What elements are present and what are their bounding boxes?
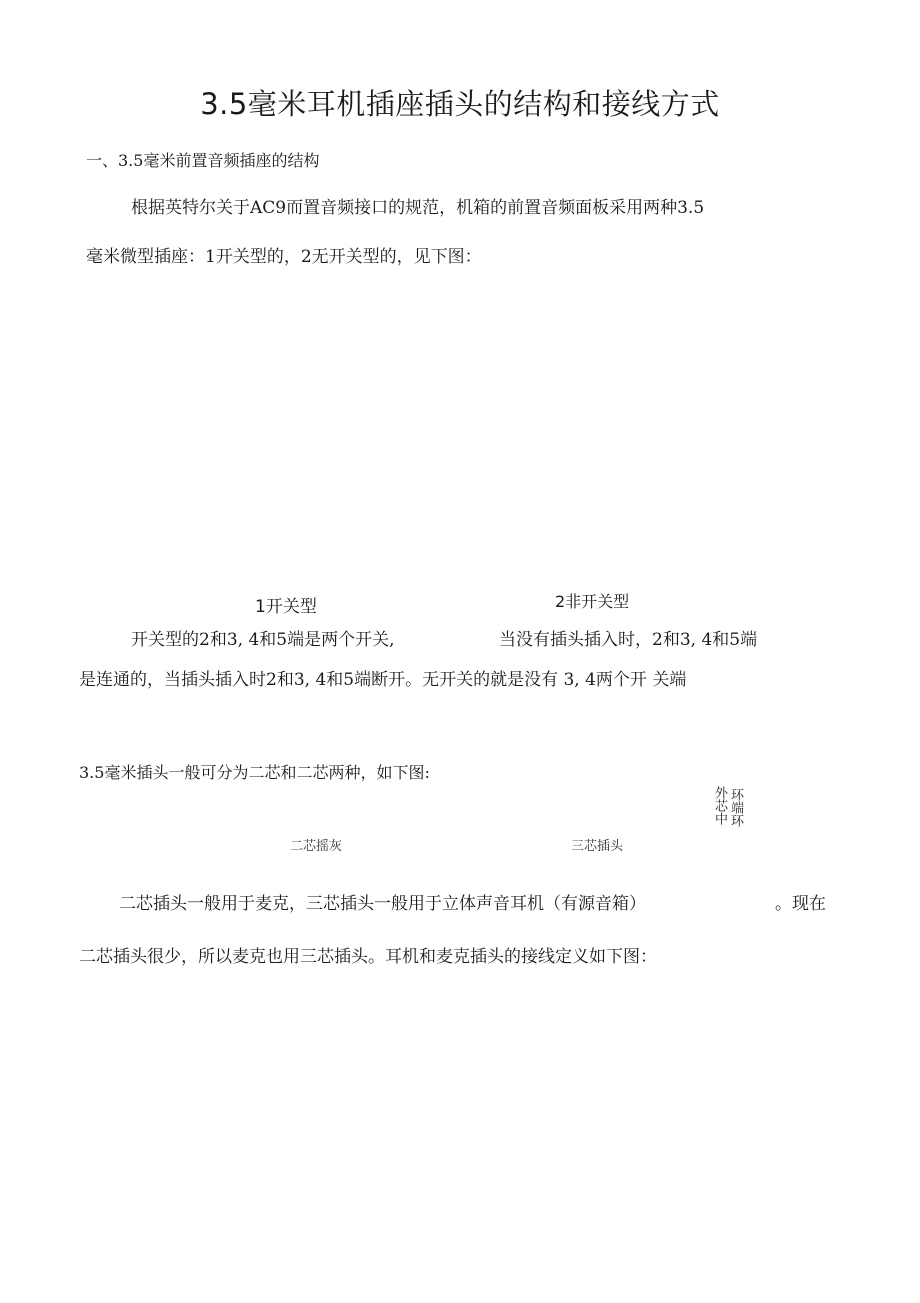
plug-label-col-2: 外芯中 [712,786,727,825]
figure-caption-non-switch-type: 2非开关型 [555,592,630,611]
document-title: 3.5毫米耳机插座插头的结构和接线方式 [200,87,720,121]
paragraph-2-line-1a: 开关型的2和3, 4和5端是两个开关, [131,630,395,650]
section-heading: 一、3.5毫米前置音频插座的结构 [86,151,320,170]
paragraph-1-line-2: 毫米微型插座：1开关型的，2无开关型的，见下图： [86,247,482,267]
paragraph-2-line-1b: 当没有插头插入时，2和3, 4和5端 [499,630,758,650]
paragraph-1-line-1: 根据英特尔关于AC9而置音频接口的规范，机箱的前置音频面板采用两种3.5 [131,198,705,218]
paragraph-3-line-1a: 二芯插头一般用于麦克，三芯插头一般用于立体声音耳机（有源音箱） [119,894,646,914]
plug-label-col-1: 环端环 [728,788,743,827]
plug-intro-text: 3.5毫米插头一般可分为二芯和二芯两种，如下图: [79,763,430,782]
paragraph-2-line-2: 是连通的，当插头插入时2和3, 4和5端断开。无开关的就是没有 3, 4两个开 关端 [79,670,687,690]
figure-caption-switch-type: 1开关型 [255,597,317,617]
figure-wiring-definition [79,980,839,1280]
figure-caption-two-core-plug: 二芯摇灰 [290,839,343,854]
paragraph-3-line-2: 二芯插头很少，所以麦克也用三芯插头。耳机和麦克插头的接线定义如下图： [79,947,657,967]
paragraph-3-line-1b: 。现在 [775,894,826,914]
figure-jack-diagrams [86,280,846,580]
figure-caption-three-core-plug: 三芯插头 [571,839,624,854]
